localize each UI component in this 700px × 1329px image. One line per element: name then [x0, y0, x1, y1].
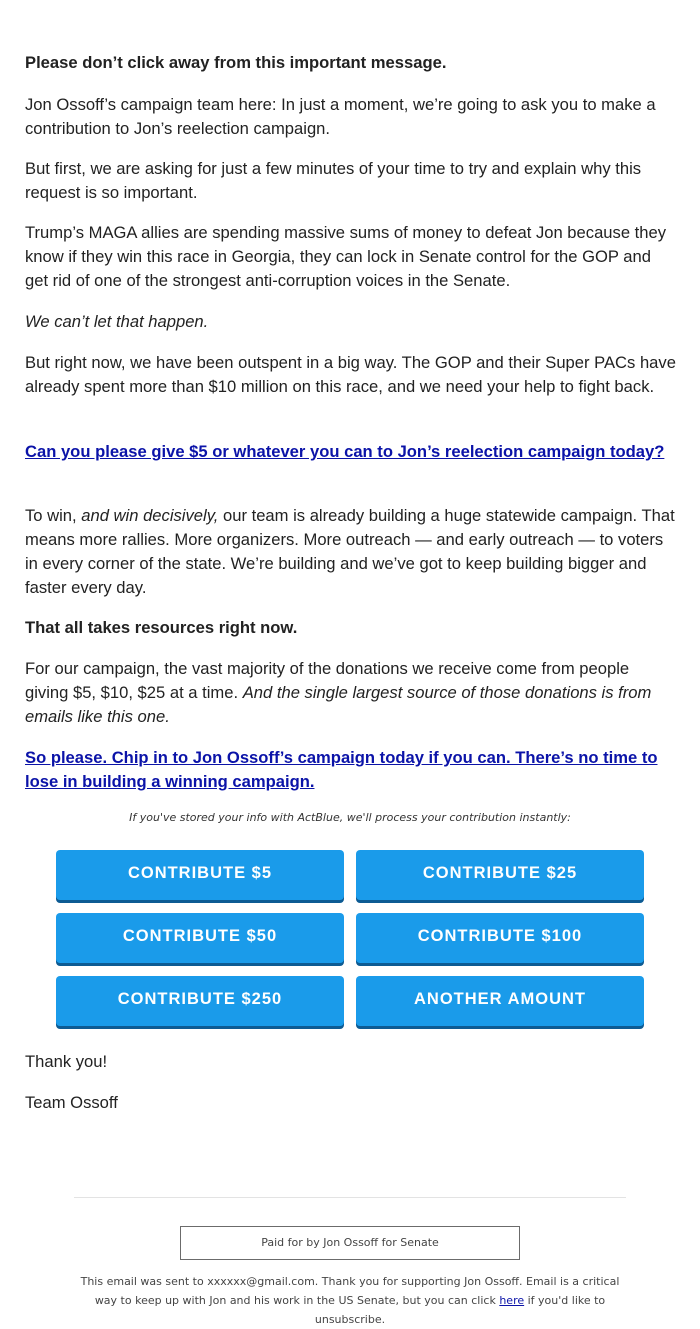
paragraph-donations — [25, 657, 677, 729]
contribute-50-button[interactable]: CONTRIBUTE $50 — [56, 913, 344, 963]
footer-text — [74, 1272, 626, 1329]
paragraph-win — [25, 504, 677, 600]
paragraph-request: But first, we are asking for just a few minutes of your time to try and explain why this request is so important. — [25, 159, 642, 202]
footer-divider — [74, 1197, 626, 1198]
paid-for-disclaimer: Paid for by Jon Ossoff for Senate — [180, 1226, 520, 1260]
footer-text-a: This email was sent to xxxxxx@gmail.com. Thank you for supporting Jon Ossoff. Email is a critical way to keep up with Jon and his work in the US Senate, but you can click — [80, 1275, 620, 1307]
paragraph-donations-b: And the single largest source of those donations is from emails like this one. — [25, 683, 652, 726]
paragraph-cant-let: We can’t let that happen. — [25, 312, 209, 331]
signature: Team Ossoff — [25, 1093, 118, 1112]
contribute-5-button[interactable]: CONTRIBUTE $5 — [56, 850, 344, 900]
footer-text-b: if you'd like to unsubscribe. — [314, 1294, 606, 1326]
cta-link-give-5[interactable]: Can you please give $5 or whatever you can to Jon’s reelection campaign today? — [25, 442, 665, 461]
thank-you: Thank you! — [25, 1052, 108, 1071]
unsubscribe-link[interactable]: here — [499, 1294, 525, 1307]
paragraph-win-b: and win decisively, — [81, 506, 219, 525]
headline: Please don’t click away from this important message. — [25, 53, 447, 72]
another-amount-button[interactable]: ANOTHER AMOUNT — [356, 976, 644, 1026]
paragraph-intro: Jon Ossoff’s campaign team here: In just a moment, we’re going to ask you to make a contribution to Jon’s reelection campaign. — [25, 95, 656, 138]
contribute-250-button[interactable]: CONTRIBUTE $250 — [56, 976, 344, 1026]
actblue-note: If you've stored your info with ActBlue, we'll process your contribution instantly: — [129, 811, 571, 824]
contribute-25-button[interactable]: CONTRIBUTE $25 — [356, 850, 644, 900]
cta-link-chip-in[interactable]: So please. Chip in to Jon Ossoff’s campaign today if you can. There’s no time to lose in building a winning campaign. — [25, 748, 658, 791]
cta-paragraph-1 — [25, 440, 677, 464]
paragraph-win-c: our team is already building a huge statewide campaign. That means more rallies. More organizers. More outreach — and early outreach — to voters in every corner of the state. We’re building and we’ve got to keep building bigger and faster every day. — [25, 506, 675, 597]
paragraph-win-a: To win, — [25, 506, 82, 525]
paragraph-donations-a: For our campaign, the vast majority of the donations we receive come from people giving $5, $10, $25 at a time. — [25, 659, 630, 702]
cta-paragraph-2 — [25, 746, 677, 794]
contribute-100-button[interactable]: CONTRIBUTE $100 — [356, 913, 644, 963]
paragraph-maga: Trump’s MAGA allies are spending massive sums of money to defeat Jon because they know if they win this race in Georgia, they can lock in Senate control for the GOP and get rid of one of the strongest anti-corruption voices in the Senate. — [25, 223, 667, 290]
paragraph-outspent: But right now, we have been outspent in a big way. The GOP and their Super PACs have already spent more than $10 million on this race, and we need your help to fight back. — [25, 353, 676, 396]
paragraph-resources: That all takes resources right now. — [25, 618, 298, 637]
